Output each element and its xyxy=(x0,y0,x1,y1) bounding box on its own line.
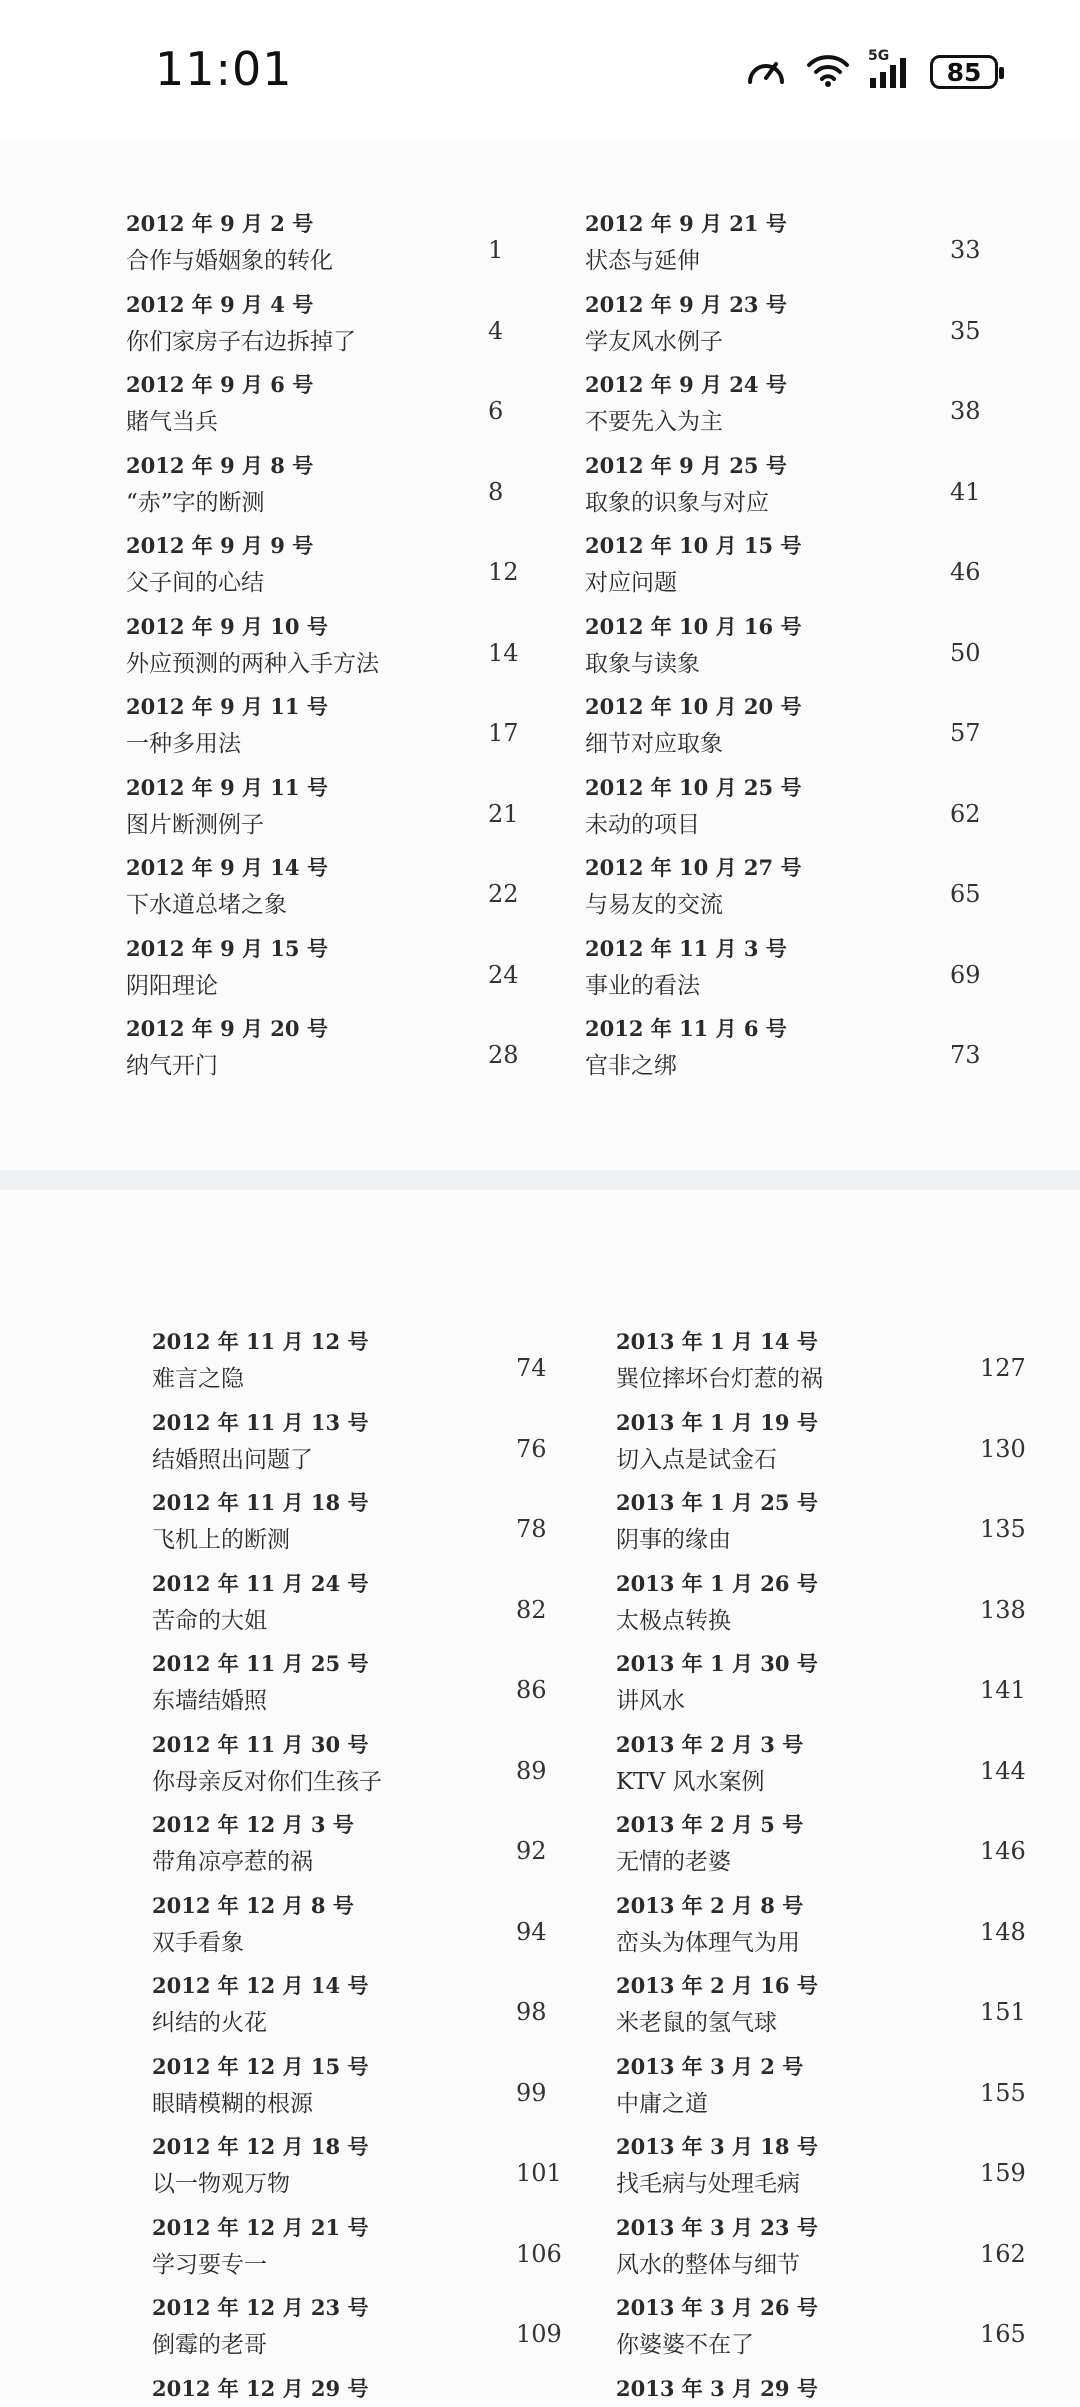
toc-entry-date: 2012 年 10 月 27 号 xyxy=(585,855,802,880)
toc-entry-date: 2012 年 9 月 25 号 xyxy=(585,452,787,478)
toc-entry-page-number: 94 xyxy=(516,1917,547,1946)
toc-entry-title: 纳气开门 xyxy=(126,1053,218,1079)
status-bar xyxy=(0,0,1080,140)
toc-entry-date: 2012 年 9 月 2 号 xyxy=(126,211,314,236)
toc-entry xyxy=(152,2292,368,2359)
toc-entry-title: 对应问题 xyxy=(585,570,677,596)
toc-entry-page-number: 148 xyxy=(980,1917,1026,1946)
toc-entry-date: 2013 年 3 月 29 号 xyxy=(616,2375,818,2401)
toc-entry xyxy=(152,1648,368,1715)
toc-entry xyxy=(616,2292,818,2359)
network-type-label: 5G xyxy=(868,48,890,64)
toc-entry-date: 2012 年 11 月 3 号 xyxy=(585,935,787,961)
toc-entry-page-number: 130 xyxy=(980,1434,1026,1463)
toc-entry-page-number: 50 xyxy=(950,638,981,667)
toc-entry-page-number: 99 xyxy=(516,2078,547,2107)
toc-entry-page-number: 141 xyxy=(980,1676,1026,1704)
toc-entry-title: 事业的看法 xyxy=(585,972,700,999)
toc-entry-title: 你母亲反对你们生孩子 xyxy=(152,1768,382,1795)
toc-entry-title: 米老鼠的氢气球 xyxy=(616,2010,777,2036)
toc-entry-date: 2013 年 1 月 19 号 xyxy=(616,1409,818,1435)
toc-entry-title: 不要先入为主 xyxy=(585,409,723,435)
toc-entry-page-number: 146 xyxy=(980,1837,1026,1865)
toc-entry-date: 2012 年 11 月 24 号 xyxy=(152,1570,369,1596)
toc-entry-title: 苦命的大姐 xyxy=(152,1607,267,1634)
toc-entry xyxy=(616,2131,818,2198)
toc-entry-title: 无情的老婆 xyxy=(616,1849,731,1875)
toc-entry-page-number: 8 xyxy=(488,477,504,506)
toc-entry-page-number: 82 xyxy=(516,1595,547,1624)
toc-entry-page-number: 127 xyxy=(980,1354,1026,1382)
toc-entry xyxy=(152,1970,368,2037)
toc-entry xyxy=(126,289,356,356)
toc-entry-date: 2012 年 9 月 6 号 xyxy=(126,372,314,397)
toc-entry-date: 2012 年 10 月 25 号 xyxy=(585,774,802,800)
toc-entry xyxy=(152,1809,354,1876)
toc-entry-date: 2013 年 2 月 3 号 xyxy=(616,1731,804,1757)
toc-entry-date: 2013 年 1 月 25 号 xyxy=(616,1490,818,1515)
toc-entry-title: 以一物观万物 xyxy=(152,2171,290,2197)
toc-entry-title: 纠结的火花 xyxy=(152,2010,267,2036)
toc-entry xyxy=(616,1729,803,1796)
toc-entry-date: 2012 年 12 月 21 号 xyxy=(152,2214,369,2240)
toc-entry xyxy=(152,1729,382,1796)
toc-entry-title: 太极点转换 xyxy=(616,1607,731,1634)
toc-entry-date: 2012 年 9 月 15 号 xyxy=(126,935,328,961)
toc-entry-title: 合作与婚姻象的转化 xyxy=(126,248,333,274)
toc-entry-date: 2012 年 12 月 18 号 xyxy=(152,2134,369,2159)
toc-entry-date: 2012 年 11 月 6 号 xyxy=(585,1016,787,1041)
toc-entry xyxy=(585,933,787,1000)
toc-entry xyxy=(616,1970,818,2037)
toc-entry xyxy=(152,1326,368,1393)
status-icons xyxy=(744,48,998,92)
toc-entry xyxy=(616,1809,803,1876)
status-time: 11:01 xyxy=(155,42,293,96)
toc-entry-page-number: 74 xyxy=(516,1354,547,1382)
toc-entry-page-number: 159 xyxy=(980,2159,1026,2187)
toc-entry-page-number: 162 xyxy=(980,2239,1026,2268)
toc-entry-date: 2012 年 10 月 15 号 xyxy=(585,533,802,558)
toc-entry xyxy=(152,1568,368,1635)
toc-entry-title: 讲风水 xyxy=(616,1688,685,1714)
toc-entry-date: 2012 年 9 月 8 号 xyxy=(126,452,314,478)
toc-entry-date: 2012 年 11 月 30 号 xyxy=(152,1731,369,1757)
toc-entry-page-number: 106 xyxy=(516,2239,562,2268)
toc-entry-title: 风水的整体与细节 xyxy=(616,2251,800,2278)
toc-entry xyxy=(585,450,787,517)
toc-entry xyxy=(126,208,333,275)
toc-entry xyxy=(126,852,328,919)
toc-entry-page-number: 65 xyxy=(950,880,981,908)
toc-entry-page-number: 135 xyxy=(980,1515,1026,1543)
toc-entry-page-number: 101 xyxy=(516,2159,562,2187)
toc-entry-title: 倒霉的老哥 xyxy=(152,2332,267,2358)
toc-entry-date: 2012 年 9 月 21 号 xyxy=(585,211,787,236)
toc-entry-page-number: 6 xyxy=(488,397,504,425)
battery-indicator: 85 xyxy=(930,55,998,89)
toc-entry xyxy=(585,611,801,678)
toc-entry-page-number: 21 xyxy=(488,799,519,828)
toc-entry-date: 2012 年 9 月 4 号 xyxy=(126,291,314,317)
toc-entry-page-number: 69 xyxy=(950,960,981,989)
toc-entry-date: 2013 年 2 月 16 号 xyxy=(616,1973,818,1998)
toc-entry-title: 未动的项目 xyxy=(585,811,700,838)
toc-entry-title: 阴事的缘由 xyxy=(616,1527,731,1553)
toc-entry-date: 2012 年 9 月 24 号 xyxy=(585,372,787,397)
page-separator xyxy=(0,1170,1080,1190)
toc-entry-page-number: 46 xyxy=(950,558,981,586)
toc-entry-page-number: 41 xyxy=(950,477,981,506)
toc-entry-page-number: 17 xyxy=(488,719,519,747)
toc-entry xyxy=(126,530,313,597)
toc-entry-page-number: 4 xyxy=(488,316,504,345)
toc-entry-title: 找毛病与处理毛病 xyxy=(616,2171,800,2197)
toc-entry-title: 取象的识象与对应 xyxy=(585,489,769,516)
wifi-icon xyxy=(806,53,850,91)
speed-icon xyxy=(744,52,788,92)
toc-entry-date: 2013 年 3 月 2 号 xyxy=(616,2053,804,2079)
toc-entry-date: 2012 年 12 月 14 号 xyxy=(152,1973,369,1998)
toc-entry-date: 2012 年 9 月 23 号 xyxy=(585,291,787,317)
toc-entry-date: 2013 年 2 月 8 号 xyxy=(616,1892,804,1918)
toc-entry-title: 细节对应取象 xyxy=(585,731,723,757)
toc-entry xyxy=(616,1648,818,1715)
toc-entry-date: 2012 年 11 月 25 号 xyxy=(152,1651,369,1676)
toc-entry-title: 巽位摔坏台灯惹的祸 xyxy=(616,1366,823,1392)
toc-entry-title: 难言之隐 xyxy=(152,1366,244,1392)
toc-entry-page-number: 86 xyxy=(516,1676,547,1704)
toc-entry xyxy=(585,208,787,275)
toc-entry xyxy=(126,691,328,758)
toc-entry-page-number: 151 xyxy=(980,1998,1026,2026)
toc-entry-date: 2012 年 10 月 16 号 xyxy=(585,613,802,639)
toc-entry-page-number: 138 xyxy=(980,1595,1026,1624)
toc-entry xyxy=(126,611,379,678)
toc-entry xyxy=(616,2373,818,2407)
toc-entry xyxy=(126,1013,328,1080)
toc-entry-title: 峦头为体理气为用 xyxy=(616,1929,800,1956)
toc-entry-title: 图片断测例子 xyxy=(126,811,264,838)
toc-entry-page-number: 38 xyxy=(950,397,981,425)
toc-entry-page-number: 14 xyxy=(488,638,519,667)
toc-entry xyxy=(585,691,801,758)
toc-entry-title: 与易友的交流 xyxy=(585,892,723,918)
toc-entry-date: 2013 年 1 月 14 号 xyxy=(616,1329,818,1354)
toc-entry-date: 2012 年 9 月 11 号 xyxy=(126,774,328,800)
toc-page-2 xyxy=(0,1190,1080,2400)
toc-entry-date: 2012 年 12 月 8 号 xyxy=(152,1892,354,1918)
toc-page-1 xyxy=(0,140,1080,1170)
toc-entry-title: 下水道总堵之象 xyxy=(126,892,287,918)
toc-entry xyxy=(616,1890,803,1957)
toc-entry-date: 2012 年 9 月 14 号 xyxy=(126,855,328,880)
toc-entry-date: 2012 年 12 月 23 号 xyxy=(152,2295,369,2320)
toc-entry-date: 2013 年 2 月 5 号 xyxy=(616,1812,804,1837)
toc-entry-title: 学习要专一 xyxy=(152,2251,267,2278)
toc-entry xyxy=(152,1487,368,1554)
toc-entry-title: 中庸之道 xyxy=(616,2090,708,2117)
toc-entry-date: 2012 年 12 月 15 号 xyxy=(152,2053,369,2079)
toc-entry-title: 双手看象 xyxy=(152,1929,244,1956)
toc-entry xyxy=(152,1407,368,1474)
toc-entry-title: 你婆婆不在了 xyxy=(616,2332,754,2358)
toc-entry xyxy=(585,530,801,597)
toc-entry xyxy=(585,1013,787,1080)
toc-entry xyxy=(616,1568,818,1635)
toc-entry-page-number: 78 xyxy=(516,1515,547,1543)
toc-entry xyxy=(616,1487,818,1554)
toc-entry-title: 父子间的心结 xyxy=(126,570,264,596)
toc-entry-date: 2012 年 9 月 9 号 xyxy=(126,533,314,558)
toc-entry xyxy=(616,1407,818,1474)
toc-entry-title: 賭气当兵 xyxy=(126,409,218,435)
toc-entry-date: 2012 年 11 月 18 号 xyxy=(152,1490,369,1515)
toc-entry-title: 结婚照出问题了 xyxy=(152,1446,313,1473)
toc-entry-title: 取象与读象 xyxy=(585,650,700,677)
toc-entry-date: 2012 年 9 月 20 号 xyxy=(126,1016,328,1041)
toc-entry-title: 状态与延伸 xyxy=(585,248,700,274)
toc-entry xyxy=(126,450,313,517)
toc-entry-title: 一种多用法 xyxy=(126,731,241,757)
toc-entry xyxy=(126,772,328,839)
toc-entry-title: “赤”字的断测 xyxy=(126,489,265,516)
toc-entry-page-number: 24 xyxy=(488,960,519,989)
toc-entry-date: 2012 年 10 月 20 号 xyxy=(585,694,802,719)
toc-entry-date: 2012 年 9 月 11 号 xyxy=(126,694,328,719)
toc-entry-title: 阴阳理论 xyxy=(126,972,218,999)
toc-entry-page-number: 98 xyxy=(516,1998,547,2026)
toc-entry-title: 东墙结婚照 xyxy=(152,1688,267,1714)
toc-entry xyxy=(152,2051,368,2118)
toc-entry-date: 2013 年 3 月 18 号 xyxy=(616,2134,818,2159)
toc-entry xyxy=(585,289,787,356)
toc-entry xyxy=(126,369,313,436)
toc-entry-title: 官非之绑 xyxy=(585,1053,677,1079)
toc-entry-page-number: 62 xyxy=(950,799,981,828)
toc-entry-page-number: 33 xyxy=(950,236,981,264)
cellular-signal-icon xyxy=(868,48,912,90)
toc-entry-page-number: 73 xyxy=(950,1041,981,1069)
toc-entry-date: 2013 年 3 月 23 号 xyxy=(616,2214,818,2240)
toc-entry-page-number: 109 xyxy=(516,2320,562,2348)
toc-entry-page-number: 92 xyxy=(516,1837,547,1865)
toc-entry-title: 飞机上的断测 xyxy=(152,1527,290,1553)
toc-entry-date: 2012 年 9 月 10 号 xyxy=(126,613,328,639)
toc-entry-page-number: 12 xyxy=(488,558,519,586)
toc-entry-date: 2013 年 3 月 26 号 xyxy=(616,2295,818,2320)
toc-entry xyxy=(616,2212,818,2279)
toc-entry-page-number: 76 xyxy=(516,1434,547,1463)
toc-entry-page-number: 155 xyxy=(980,2078,1026,2107)
toc-entry xyxy=(585,852,801,919)
toc-entry-date: 2013 年 1 月 30 号 xyxy=(616,1651,818,1676)
toc-entry-page-number: 144 xyxy=(980,1756,1026,1785)
toc-entry-title: 学友风水例子 xyxy=(585,328,723,355)
toc-entry-page-number: 28 xyxy=(488,1041,519,1069)
toc-entry-page-number: 165 xyxy=(980,2320,1026,2348)
toc-entry-title: 切入点是试金石 xyxy=(616,1446,777,1473)
toc-entry xyxy=(585,772,801,839)
toc-entry xyxy=(126,933,328,1000)
toc-entry xyxy=(585,369,787,436)
toc-entry-title: 你们家房子右边拆掉了 xyxy=(126,328,356,355)
toc-entry xyxy=(152,1890,354,1957)
toc-entry-title: 眼睛模糊的根源 xyxy=(152,2090,313,2117)
toc-entry xyxy=(616,1326,823,1393)
toc-entry xyxy=(152,2373,368,2407)
toc-entry-page-number: 1 xyxy=(488,236,504,264)
toc-entry-date: 2012 年 12 月 29 号 xyxy=(152,2375,369,2401)
toc-entry-date: 2012 年 11 月 12 号 xyxy=(152,1329,369,1354)
toc-entry-page-number: 35 xyxy=(950,316,981,345)
toc-entry-title: 带角凉亭惹的祸 xyxy=(152,1849,313,1875)
toc-entry-date: 2013 年 1 月 26 号 xyxy=(616,1570,818,1596)
toc-entry-page-number: 22 xyxy=(488,880,519,908)
toc-entry-page-number: 89 xyxy=(516,1756,547,1785)
toc-entry-page-number: 57 xyxy=(950,719,981,747)
toc-entry-date: 2012 年 12 月 3 号 xyxy=(152,1812,354,1837)
toc-entry-title: KTV 风水案例 xyxy=(616,1768,765,1795)
toc-entry xyxy=(152,2212,368,2279)
toc-entry xyxy=(152,2131,368,2198)
toc-entry xyxy=(616,2051,803,2118)
toc-entry-date: 2012 年 11 月 13 号 xyxy=(152,1409,369,1435)
toc-entry-title: 外应预测的两种入手方法 xyxy=(126,650,379,677)
